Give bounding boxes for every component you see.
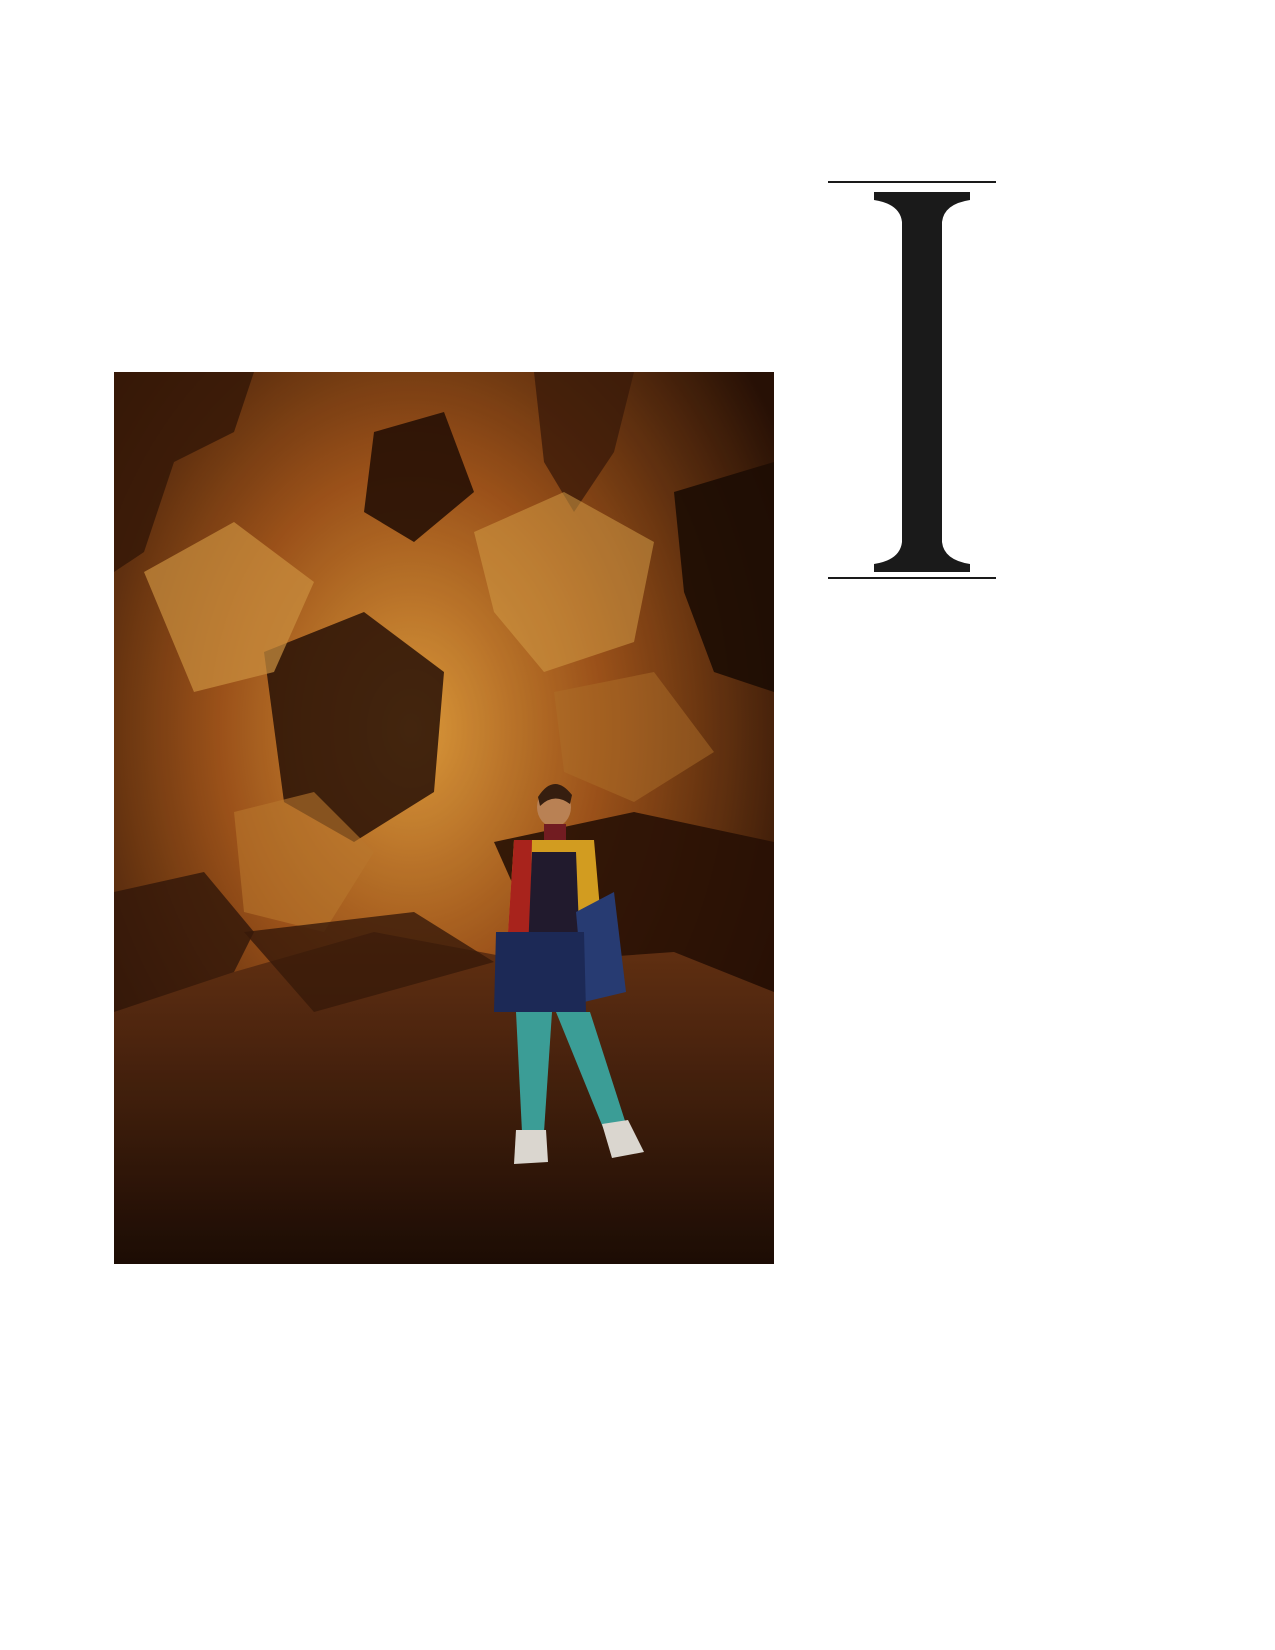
dropcap-rule-bottom (828, 577, 996, 579)
cave-model-photo (114, 372, 774, 1264)
dropcap-letter-i (874, 192, 970, 572)
dropcap-rule-top (828, 181, 996, 183)
cave-photo (114, 372, 774, 1264)
